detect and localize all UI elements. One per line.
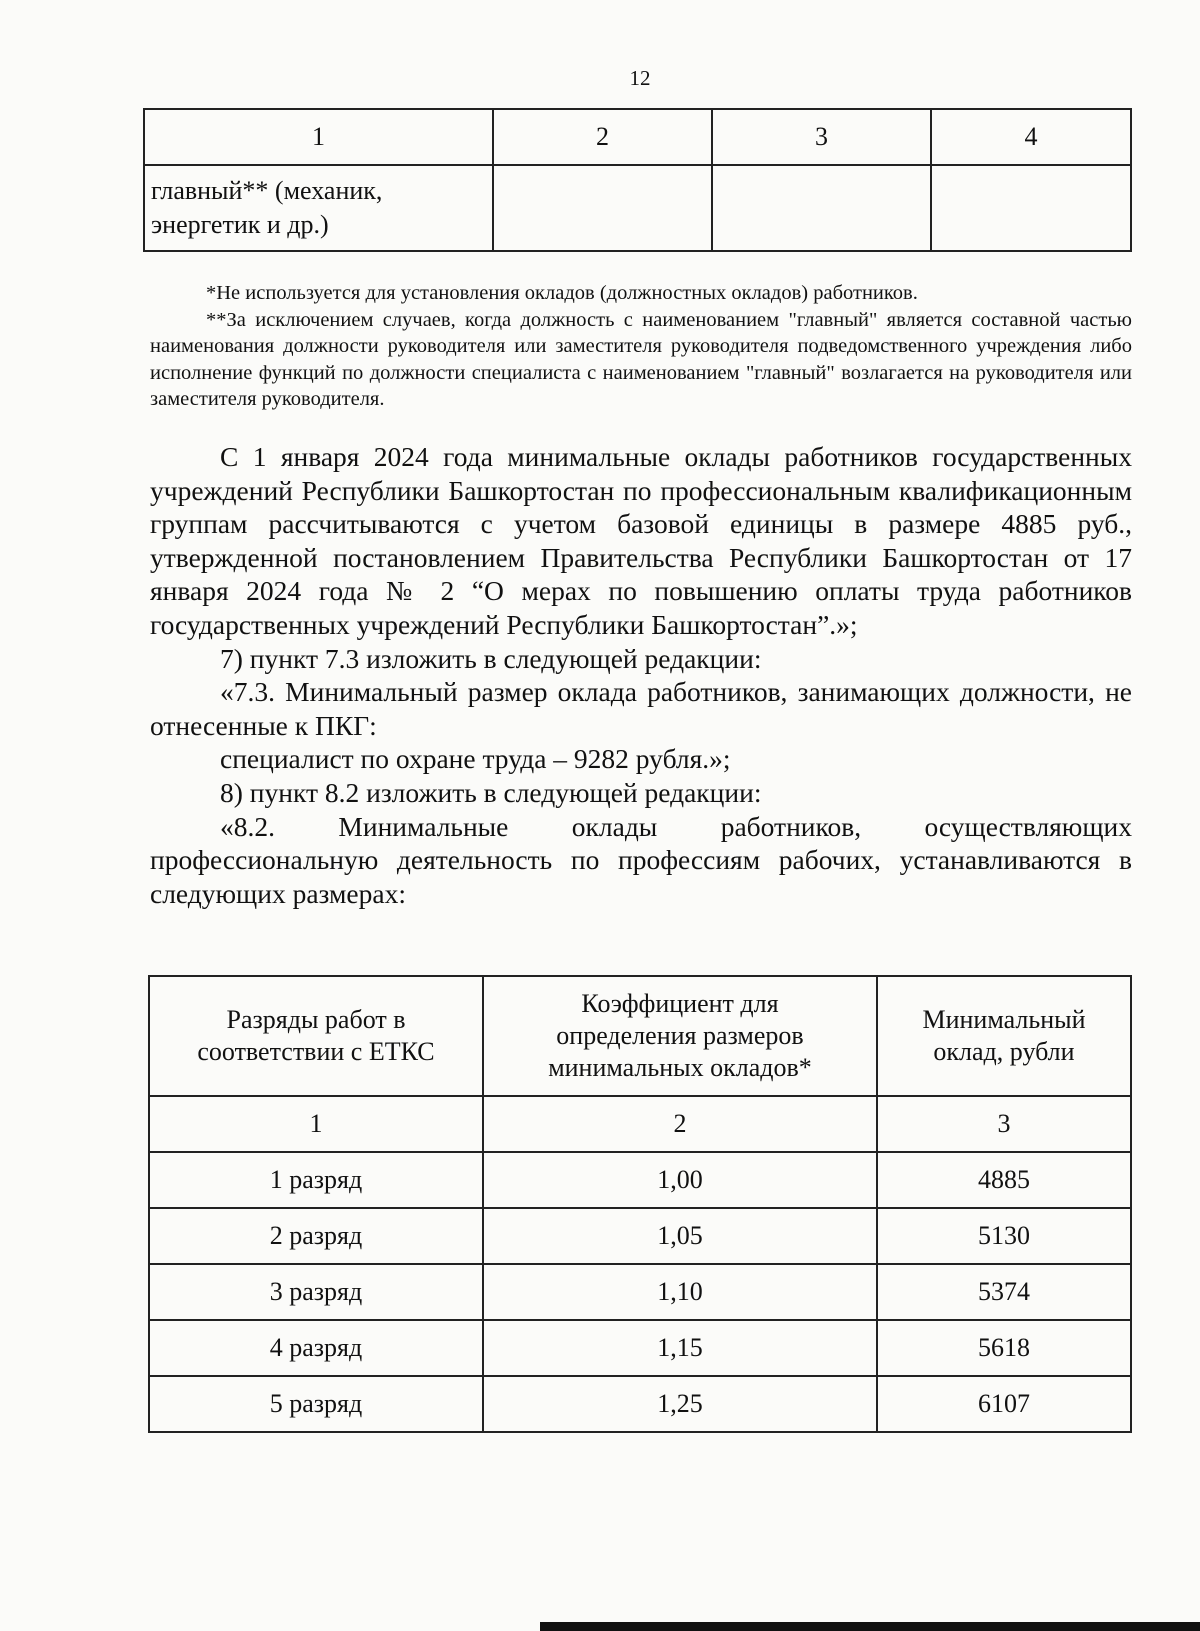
table-header-row	[144, 109, 1131, 165]
empty-cell	[493, 165, 712, 251]
header-coefficient-line-2: определения размеров	[556, 1021, 804, 1050]
paragraph-8-2: «8.2. Минимальные оклады работников, осуществляющих профессиональную деятельность по профессиям рабочих, устанавливаются в следующих размерах:	[150, 810, 1132, 909]
footnote-2: **За исключением случаев, когда должность с наименованием "главный" является составной частью наименования должности руководителя или заместителя руководителя подведомственного учреждения либо исполнение функций по должности специалиста с наименованием "главный" возлагается на руководителя или заместителя руководителя.	[150, 308, 1132, 410]
column-number-3: 3	[877, 1096, 1131, 1152]
paragraph-item-8: 8) пункт 8.2 изложить в следующей редакции:	[220, 776, 762, 808]
column-number-2: 2	[493, 109, 712, 165]
grade-cell: 4 разряд	[149, 1320, 483, 1376]
coefficient-cell: 1,15	[483, 1320, 877, 1376]
column-number-1: 1	[149, 1096, 483, 1152]
header-coefficient-line-1: Коэффициент для	[581, 989, 779, 1018]
empty-cell	[712, 165, 931, 251]
document-body	[150, 440, 1132, 910]
coefficient-cell: 1,25	[483, 1376, 877, 1432]
scan-edge-divider	[540, 1622, 1200, 1631]
table-row	[149, 1376, 1131, 1432]
header-grades-line-1: Разряды работ в	[226, 1005, 406, 1034]
header-grades	[149, 976, 483, 1096]
column-number-4: 4	[931, 109, 1131, 165]
table-row	[149, 1264, 1131, 1320]
header-coefficient-line-3: минимальных окладов*	[548, 1053, 812, 1082]
paragraph-base-unit: С 1 января 2024 года минимальные оклады работников государственных учреждений Республики Башкортостан по профессиональным квалификационным группам рассчитываются с учетом базовой единицы в размере 4885 руб., утвержденной постановлением Правительства Республики Башкортостан от 17 января 2024 года № 2 “О мерах по повышению оплаты труда работников государственных учреждений Республики Башкортостан”.»;	[150, 441, 1132, 640]
salary-cell: 5374	[877, 1264, 1131, 1320]
column-number-1: 1	[144, 109, 493, 165]
paragraph-7-3: «7.3. Минимальный размер оклада работников, занимающих должности, не отнесенные к ПКГ:	[150, 676, 1132, 741]
table-row	[149, 1152, 1131, 1208]
salary-cell: 4885	[877, 1152, 1131, 1208]
page-number: 12	[629, 66, 651, 90]
footnotes	[150, 280, 1132, 413]
header-salary	[877, 976, 1131, 1096]
paragraph-safety-specialist: специалист по охране труда – 9282 рубля.»;	[220, 743, 731, 775]
table-row	[149, 1320, 1131, 1376]
salary-cell: 6107	[877, 1376, 1131, 1432]
column-number-2: 2	[483, 1096, 877, 1152]
coefficient-cell: 1,05	[483, 1208, 877, 1264]
paragraph-item-7: 7) пункт 7.3 изложить в следующей редакции:	[220, 642, 762, 674]
empty-cell	[931, 165, 1131, 251]
header-salary-line-2: оклад, рубли	[933, 1037, 1075, 1066]
position-name-line-1: главный** (механик,	[151, 176, 383, 205]
position-name-cell	[144, 165, 493, 251]
grade-cell: 2 разряд	[149, 1208, 483, 1264]
column-numbers-row	[149, 1096, 1131, 1152]
header-grades-line-2: соответствии с ЕТКС	[197, 1037, 435, 1066]
header-salary-line-1: Минимальный	[922, 1005, 1086, 1034]
column-number-3: 3	[712, 109, 931, 165]
worker-salary-table	[148, 975, 1132, 1433]
coefficient-cell: 1,10	[483, 1264, 877, 1320]
grade-cell: 3 разряд	[149, 1264, 483, 1320]
grade-cell: 5 разряд	[149, 1376, 483, 1432]
position-name-line-2: энергетик и др.)	[151, 210, 329, 239]
table-row	[144, 165, 1131, 251]
positions-table-continuation	[143, 108, 1132, 252]
salary-cell: 5618	[877, 1320, 1131, 1376]
salary-cell: 5130	[877, 1208, 1131, 1264]
header-coefficient	[483, 976, 877, 1096]
table-header-row	[149, 976, 1131, 1096]
table-row	[149, 1208, 1131, 1264]
coefficient-cell: 1,00	[483, 1152, 877, 1208]
grade-cell: 1 разряд	[149, 1152, 483, 1208]
footnote-1: *Не используется для установления окладов (должностных окладов) работников.	[206, 282, 918, 304]
